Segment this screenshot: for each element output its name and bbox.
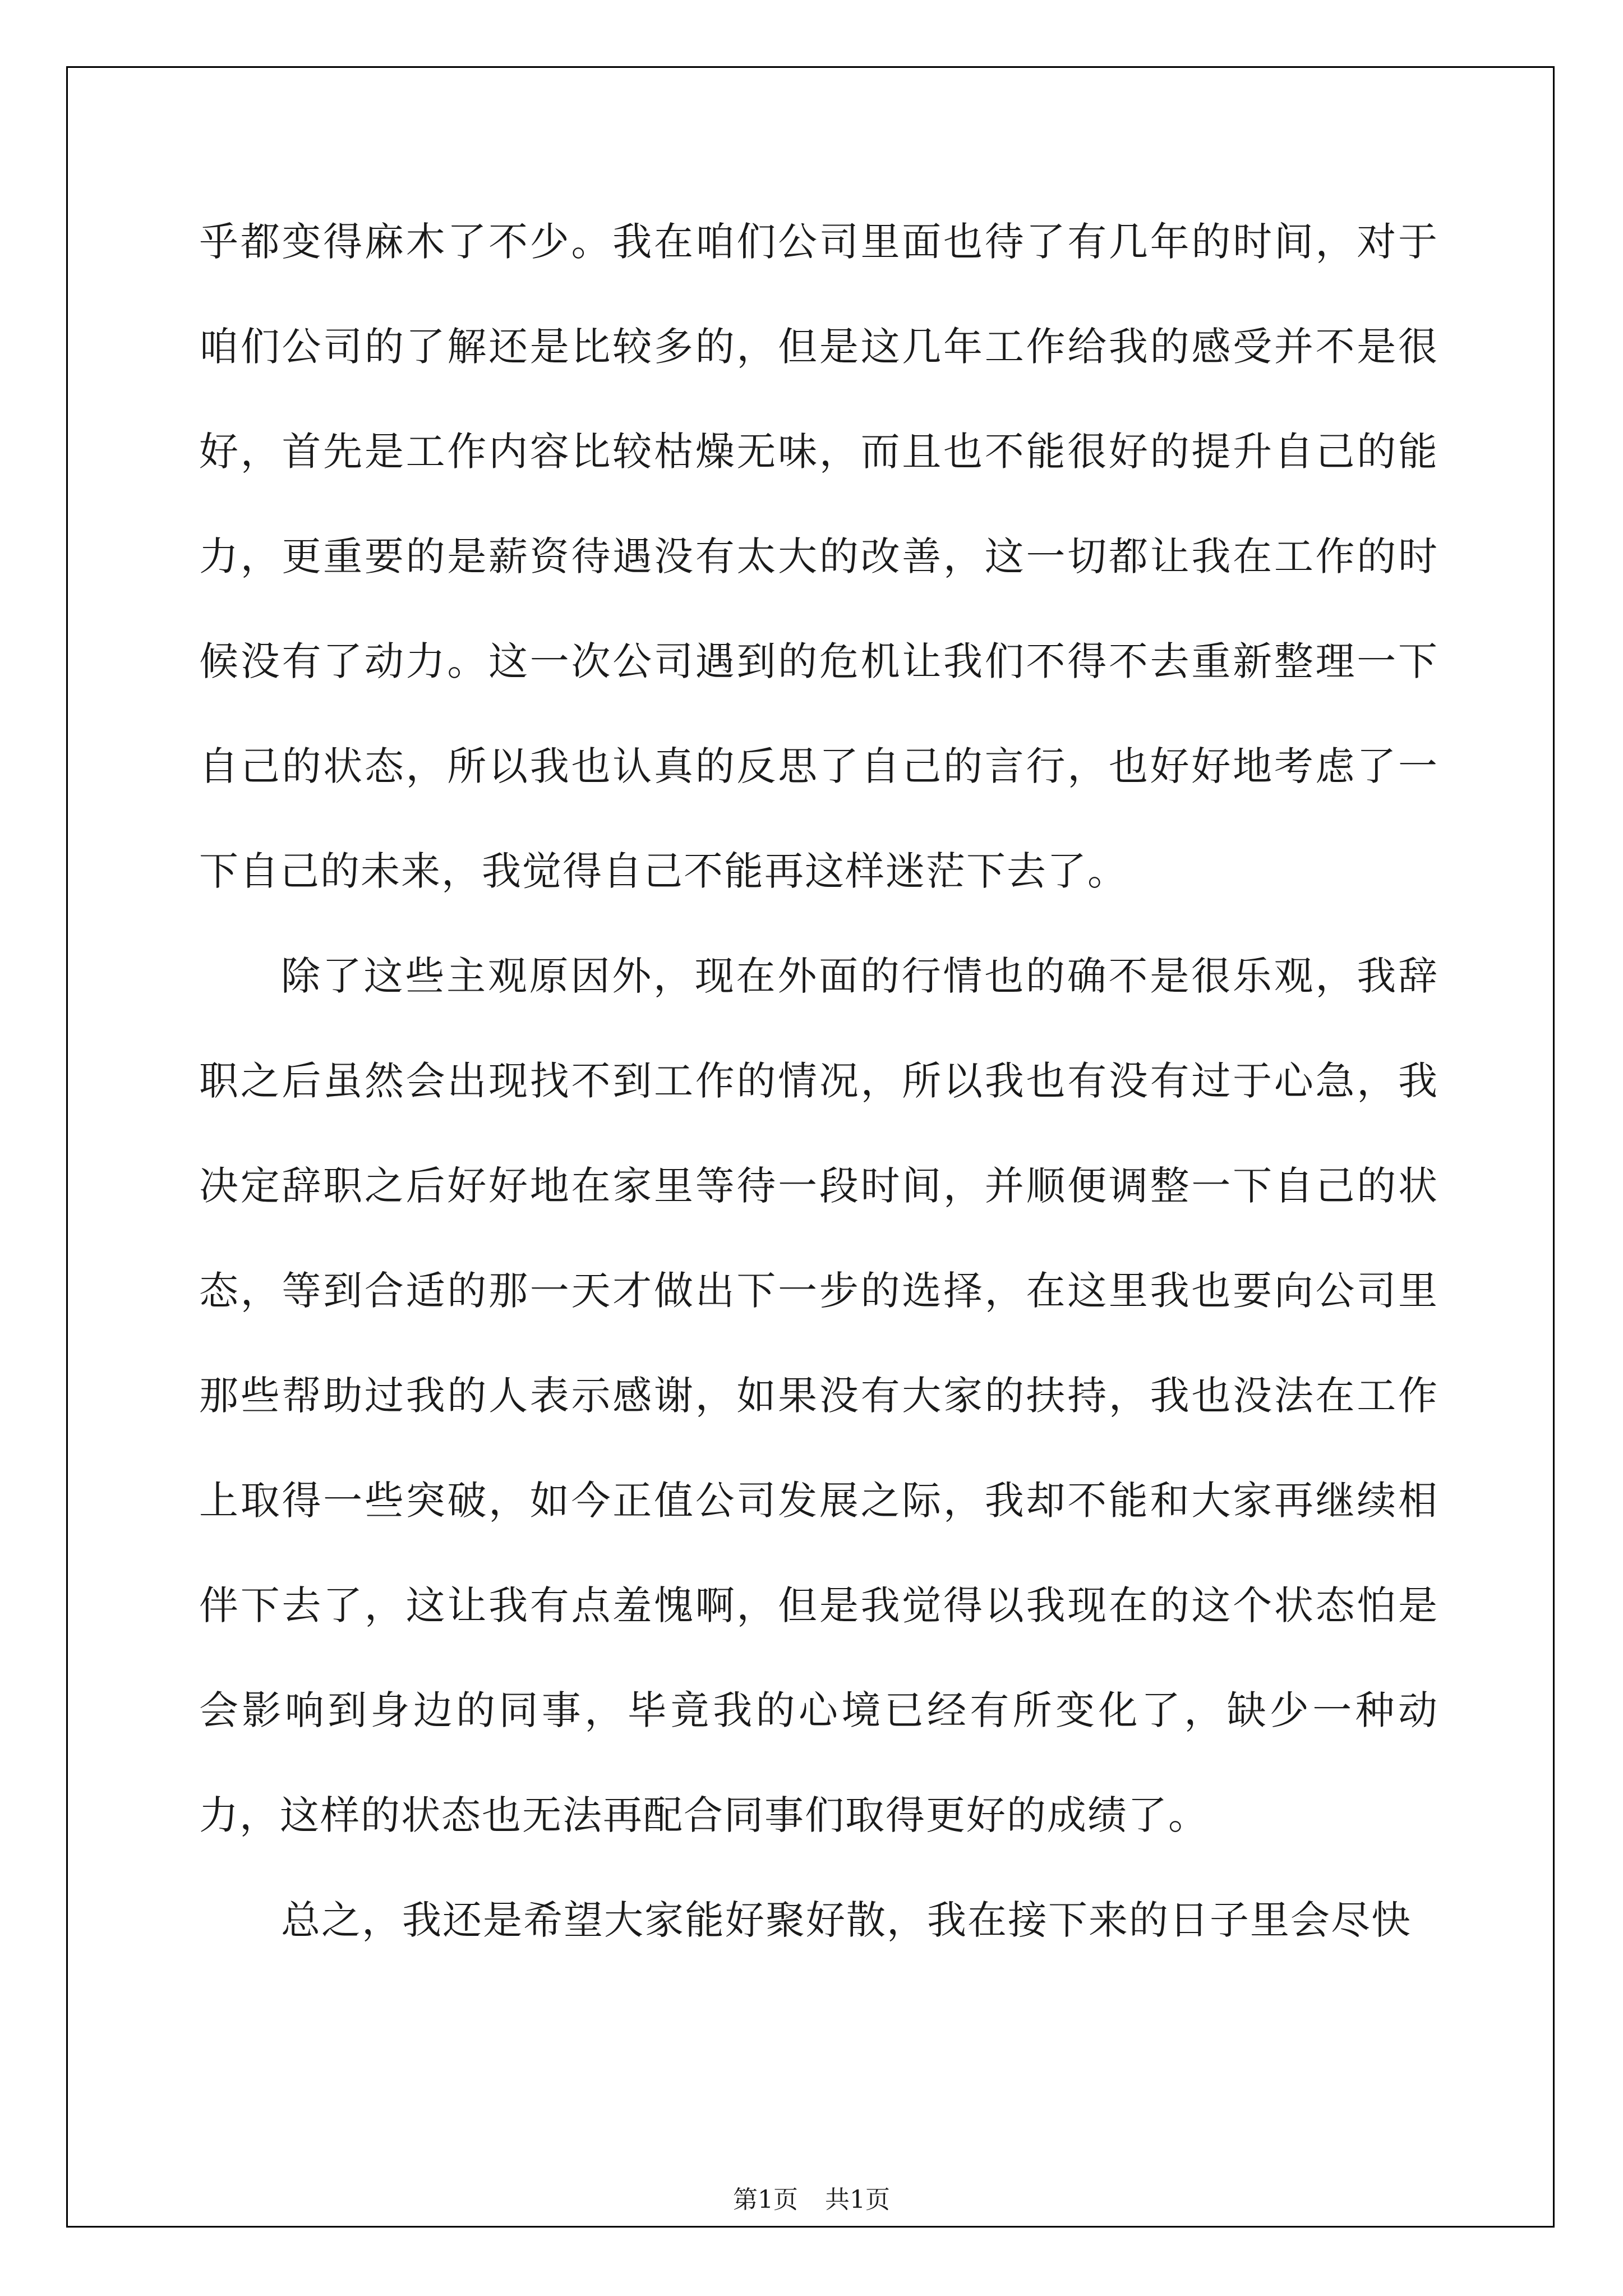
page-footer xyxy=(0,2179,1623,2215)
paragraph-2: 除了这些主观原因外，现在外面的行情也的确不是很乐观，我辞职之后虽然会出现找不到工作的情况，所以我也有没有过于心急，我决定辞职之后好好地在家里等待一段时间，并顺便调整一下自己的状态，等到合适的那一天才做出下一步的选择，在这里我也要向公司里那些帮助过我的人表示感谢，如果没有大家的扶持，我也没法在工作上取得一些突破，如今正值公司发展之际，我却不能和大家再继续相伴下去了，这让我有点羞愧啊，但是我觉得以我现在的这个状态怕是会影响到身边的同事，毕竟我的心境已经有所变化了，缺少一种动力，这样的状态也无法再配合同事们取得更好的成绩了。 xyxy=(199,953,1438,1838)
document-body xyxy=(199,190,1438,1973)
page-number-current: 第1页 xyxy=(733,2185,798,2214)
paragraph-3: 总之，我还是希望大家能好聚好散，我在接下来的日子里会尽快 xyxy=(281,1897,1412,1943)
page-number-total: 共1页 xyxy=(825,2185,890,2214)
paragraph-1: 乎都变得麻木了不少。我在咱们公司里面也待了有几年的时间，对于咱们公司的了解还是比较多的，但是这几年工作给我的感受并不是很好，首先是工作内容比较枯燥无味，而且也不能很好的提升自己的能力，更重要的是薪资待遇没有太大的改善，这一切都让我在工作的时候没有了动力。这一次公司遇到的危机让我们不得不去重新整理一下自己的状态，所以我也认真的反思了自己的言行，也好好地考虑了一下自己的未来，我觉得自己不能再这样迷茫下去了。 xyxy=(199,219,1438,894)
